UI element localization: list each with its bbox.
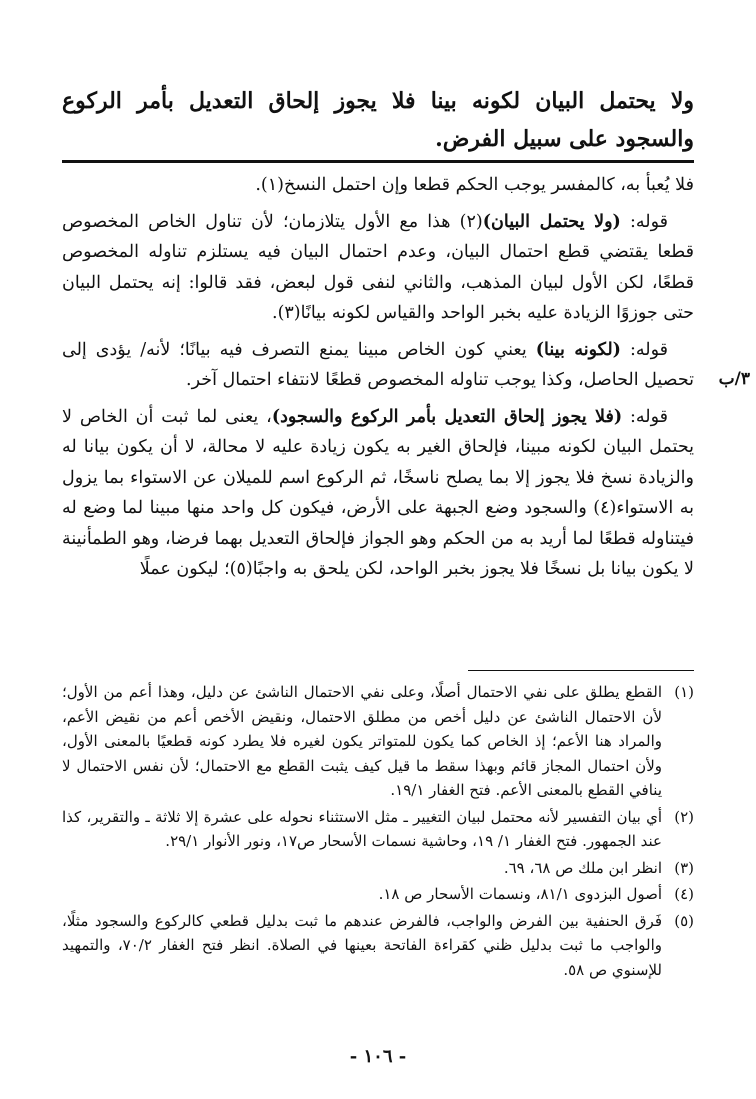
footnote — [62, 680, 694, 803]
paragraph-text: (٢) هذا مع الأول يتلازمان؛ لأن تناول الخاص المخصوص قطعا يقتضي قطع احتمال البيان، وعدم احتمال البيان فيه يستلزم تناوله المخصوص قطعًا، لكن الأول لبيان المذهب، والثاني لنفى قول لبعض، فقد قالوا: إنه يحتمل البيان حتى جوزوًا الزيادة عليه بخبر الواحد والقياس لكونه بيانًا(٣). — [62, 211, 694, 323]
matn-heading: ولا يحتمل البيان لكونه بينا فلا يجوز إلحاق التعديل بأمر الركوع والسجود على سبيل الفرض. — [62, 88, 694, 152]
paragraph-lead: قوله: — [620, 211, 668, 232]
paragraph — [62, 335, 694, 396]
paragraph-continuation: فلا يُعبأ به، كالمفسر يوجب الحكم قطعا وإن احتمل النسخ(١). — [255, 175, 694, 195]
folio-margin-note: ٣/ب — [718, 369, 750, 389]
paragraph — [62, 207, 694, 329]
paragraph — [62, 402, 694, 585]
footnote-text: فَرق الحنفية بين الفرض والواجب، فالفرض عندهم ما ثبت بدليل قطعي كالركوع والسجود مثلًا، والواجب ما ثبت بدليل ظني كقراءة الفاتحة بعينها في الصلاة. انظر فتح الغفار ٧٠/٢، والتمهيد للإسنوي ص ٥٨. — [62, 911, 662, 979]
heading-divider — [62, 160, 694, 163]
footnote-number: (١) — [674, 683, 694, 701]
paragraph-text: ، يعنى لما ثبت أن الخاص لا يحتمل البيان لكونه مبينا، فإلحاق الغير به يكون زيادة عليه لا محالة، لا أن يكون بيانا له والزيادة نسخ فلا يجوز إلا بما يصلح ناسخًا، ثم الركوع اسم للميلان عن الاستواء بما يزول به الاستواء(٤) والسجود وضع الجبهة على الأرض، فيكون كل واحد منها مبينا لما وضع له فيتناوله قطعًا لما أريد به من الحكم وهو الجواز فإلحاق التعديل بهما فرضا، وهو الطمأنينة لا يكون بيانا بل نسخًا فلا يجوز بخبر الواحد، لكن يلحق به واجبًا(٥)؛ ليكون عملًا — [62, 406, 694, 579]
page-number: - ١٠٦ - — [349, 1046, 407, 1067]
footnote-divider — [468, 670, 694, 671]
footnote-number: (٥) — [674, 911, 694, 930]
footnote — [62, 882, 694, 907]
paragraph-lead: قوله: — [622, 406, 668, 427]
footnote-text: انظر ابن ملك ص ٦٨، ٦٩. — [503, 858, 662, 877]
paragraph-lead: قوله: — [620, 339, 668, 360]
paragraph-text: يعني كون الخاص مبينا يمنع التصرف فيه بيانًا؛ لأنه/ يؤدى إلى تحصيل الحاصل، وكذا يوجب تناوله المخصوص قطعًا لانتفاء احتمال آخر. — [62, 339, 694, 390]
commentary-body — [62, 170, 694, 591]
footnote-text: أي بيان التفسير لأنه محتمل لبيان التغيير ـ مثل الاستثناء نحوله على عشرة إلا ثلاثة ـ والتقرير، كذا عند الجمهور. فتح الغفار ١/ ١٩، وحاشية نسمات الأسحار ص١٧، ونور الأنوار ٢٩/١. — [62, 807, 662, 850]
quoted-phrase: (ولا يحتمل البيان) — [482, 211, 621, 232]
footnote-number: (٤) — [674, 885, 694, 903]
footnote — [62, 805, 694, 854]
footnote-text: القطع يطلق على نفي الاحتمال أصلًا، وعلى نفي الاحتمال الناشئ عن دليل، وهذا أعم من الأول؛ لأن الاحتمال الناشئ عن دليل أخص من مطلق الاحتمال، ونقيض الأخص أعم من نقيض الأعم، والمراد هنا الأعم؛ إذ الخاص كما يكون للمتواتر يكون لغيره فلا يطرد كونه قطعيًا بالمعنى الأول، ولأن احتمال المجاز قائم وبهذا سقط ما قيل كيف يثبت القطع مع الاحتمال؛ لأن نفس الاحتمال لا ينافي القطع بالمعنى الأعم. فتح الغفار ١٩/١. — [62, 683, 662, 799]
footnote-text: أصول البزدوى ٨١/١، ونسمات الأسحار ص ١٨. — [378, 885, 662, 903]
quoted-phrase: (لكونه بينا) — [535, 339, 621, 360]
footnote-number: (٢) — [674, 807, 694, 826]
footnote-number: (٣) — [674, 858, 694, 877]
footnote — [62, 856, 694, 881]
footnote — [62, 909, 694, 983]
footnotes — [62, 680, 694, 984]
quoted-phrase: (فلا يجوز إلحاق التعديل بأمر الركوع والسجود) — [271, 406, 623, 427]
